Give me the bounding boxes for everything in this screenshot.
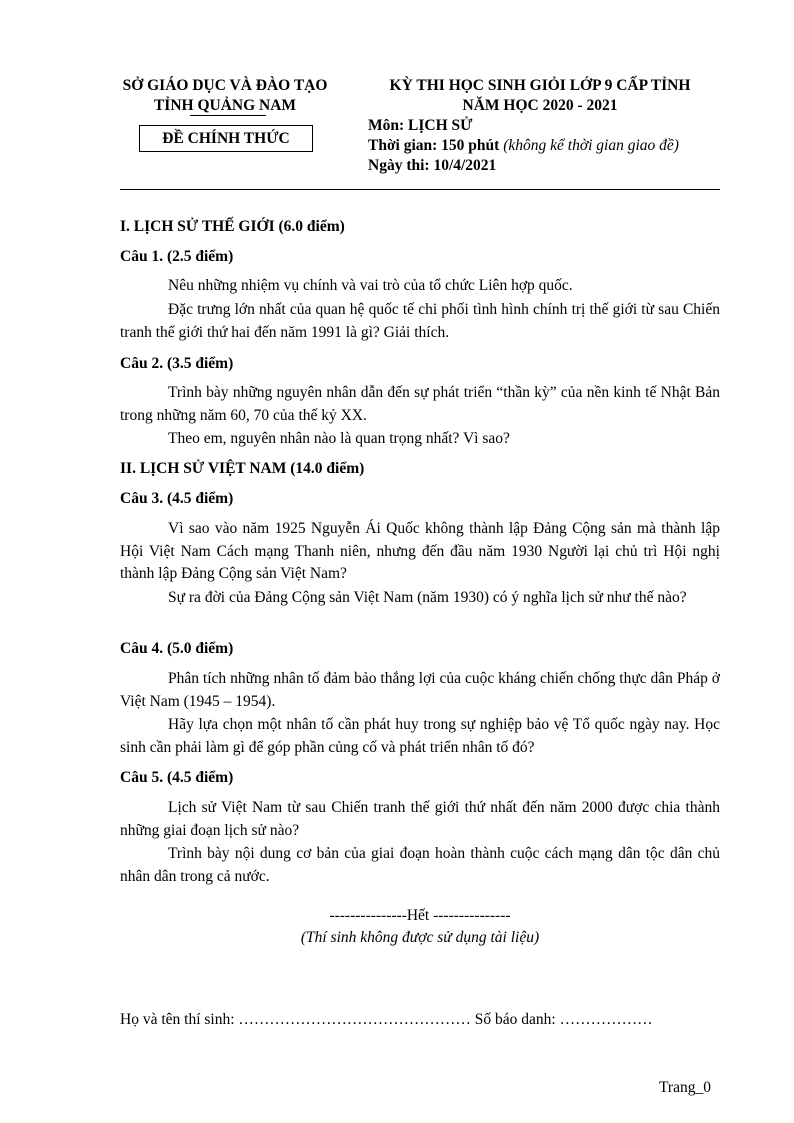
question-4-text-2: Hãy lựa chọn một nhân tố cần phát huy trong sự nghiệp bảo vệ Tổ quốc ngày nay. Học sinh cần phải làm gì để góp phần củng cố và phát triển nhân tố đó? [120,716,720,756]
question-1-paragraph-1 [120,275,720,298]
question-4-label: Câu 4. (5.0 điểm) [120,640,234,657]
question-1-label: Câu 1. (2.5 điểm) [120,248,234,265]
province-name: TỈNH QUẢNG NAM [153,97,297,114]
question-1-paragraph-2 [120,299,720,344]
question-3-paragraph-1 [120,518,720,586]
official-exam-stamp: ĐỀ CHÍNH THỨC [139,125,313,152]
exam-subject: Môn: LỊCH SỬ [368,117,473,134]
question-3-text-2: Sự ra đời của Đảng Cộng sản Việt Nam (năm 1930) có ý nghĩa lịch sử như thế nào? [168,589,687,606]
end-marker: ---------------Hết --------------- [329,907,511,924]
question-2-paragraph-2 [120,428,720,451]
department-name: SỞ GIÁO DỤC VÀ ĐÀO TẠO [122,77,328,94]
section-1-title: I. LỊCH SỬ THẾ GIỚI (6.0 điểm) [120,218,345,235]
exam-title: KỲ THI HỌC SINH GIỎI LỚP 9 CẤP TỈNH [389,77,691,94]
candidate-info-line: Họ và tên thí sinh: ……………………………………… Số báo danh: ……………… [120,1011,653,1028]
header-divider [120,189,720,190]
question-2-label: Câu 2. (3.5 điểm) [120,355,234,372]
question-5-label: Câu 5. (4.5 điểm) [120,769,234,786]
question-1-text-2: Đặc trưng lớn nhất của quan hệ quốc tế chi phối tình hình chính trị thế giới từ sau Chiến tranh thế giới thứ hai đến năm 1991 là gì? Giải thích. [120,301,720,341]
question-4-paragraph-1 [120,668,720,713]
question-2-text-1: Trình bày những nguyên nhân dẫn đến sự phát triển “thần kỳ” của nền kinh tế Nhật Bản trong những năm 60, 70 của thế kỷ XX. [120,384,720,424]
question-5-text-1: Lịch sử Việt Nam từ sau Chiến tranh thế giới thứ nhất đến năm 2000 được chia thành những giai đoạn lịch sử nào? [120,799,720,839]
question-4-paragraph-2 [120,714,720,759]
question-5-paragraph-1 [120,797,720,842]
school-year: NĂM HỌC 2020 - 2021 [462,97,618,114]
section-2-title: II. LỊCH SỬ VIỆT NAM (14.0 điểm) [120,460,365,477]
question-4-text-1: Phân tích những nhân tố đảm bảo thắng lợi của cuộc kháng chiến chống thực dân Pháp ở Việt Nam (1945 – 1954). [120,670,720,710]
question-2-paragraph-1 [120,382,720,427]
page-number: Trang_0 [659,1079,711,1096]
question-3-text-1: Vì sao vào năm 1925 Nguyễn Ái Quốc không thành lập Đảng Cộng sản mà thành lập Hội Việt Nam Cách mạng Thanh niên, nhưng đến đầu năm 1930 Người lại chủ trì Hội nghị thành lập Đảng Cộng sản Việt Nam? [120,520,720,582]
exam-duration-label: Thời gian: 150 phút [368,137,500,154]
question-2-text-2: Theo em, nguyên nhân nào là quan trọng nhất? Vì sao? [168,430,510,447]
question-3-label: Câu 3. (4.5 điểm) [120,490,234,507]
question-5-paragraph-2 [120,843,720,888]
question-3-paragraph-2 [120,587,720,610]
exam-date: Ngày thi: 10/4/2021 [368,157,497,174]
exam-duration-note: (không kể thời gian giao đề) [503,137,679,154]
question-1-text-1: Nêu những nhiệm vụ chính và vai trò của tổ chức Liên hợp quốc. [168,277,573,294]
exam-duration [368,137,679,155]
question-5-text-2: Trình bày nội dung cơ bản của giai đoạn hoàn thành cuộc cách mạng dân tộc dân chủ nhân dân trong cả nước. [120,845,720,885]
province-underline [190,115,266,116]
exam-note: (Thí sinh không được sử dụng tài liệu) [300,929,540,946]
